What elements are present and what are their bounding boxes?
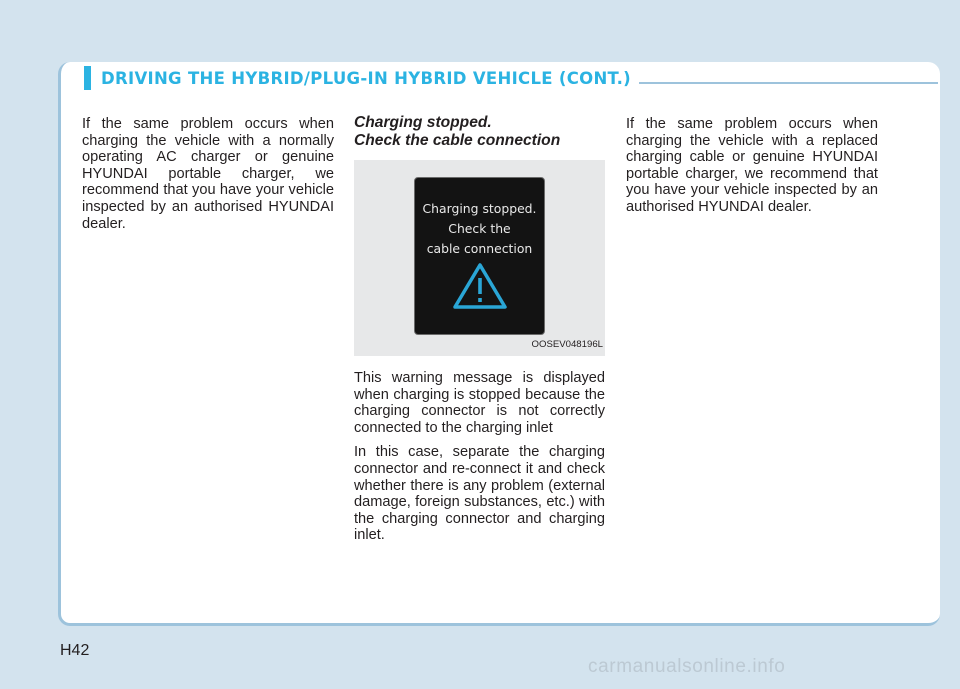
right-column	[626, 116, 878, 224]
left-column	[82, 116, 334, 240]
heading-line-2: Check the cable connection	[354, 132, 561, 149]
section-title: DRIVING THE HYBRID/PLUG-IN HYBRID VEHICLE (CONT.)	[101, 68, 632, 88]
header-accent-bar	[84, 66, 91, 90]
cluster-display-screen	[414, 177, 545, 335]
page-number: H42	[60, 642, 90, 659]
middle-column	[354, 114, 605, 552]
display-message	[415, 199, 544, 259]
warning-triangle-icon	[452, 261, 508, 311]
right-paragraph: If the same problem occurs when charging the vehicle with a replaced charging cable or genuine HYUNDAI portable charger, we recommend that you have your vehicle inspected by an authorised HYUNDAI dealer.	[626, 116, 878, 215]
display-line-1: Charging stopped.	[422, 201, 537, 216]
figure-code: OOSEV048196L	[531, 339, 603, 351]
display-line-2: Check the	[448, 221, 511, 236]
middle-paragraph-2: In this case, separate the charging connector and re-connect it and check whether there is any problem (external damage, foreign substances, etc.) with the charging connector and charging inlet.	[354, 444, 605, 544]
heading-line-1: Charging stopped.	[354, 114, 492, 131]
watermark[interactable]: carmanualsonline.info	[588, 656, 786, 677]
display-line-3: cable connection	[426, 241, 533, 256]
left-paragraph: If the same problem occurs when charging the vehicle with a normally operating AC charger or genuine HYUNDAI portable charger, we recommend that you have your vehicle inspected by an authorised HYUNDAI dealer.	[82, 116, 334, 232]
cluster-display-figure	[354, 160, 605, 356]
subsection-heading	[354, 114, 605, 150]
section-header	[84, 66, 639, 90]
middle-paragraph-1: This warning message is displayed when charging is stopped because the charging connector is not correctly connected to the charging inlet	[354, 370, 605, 436]
